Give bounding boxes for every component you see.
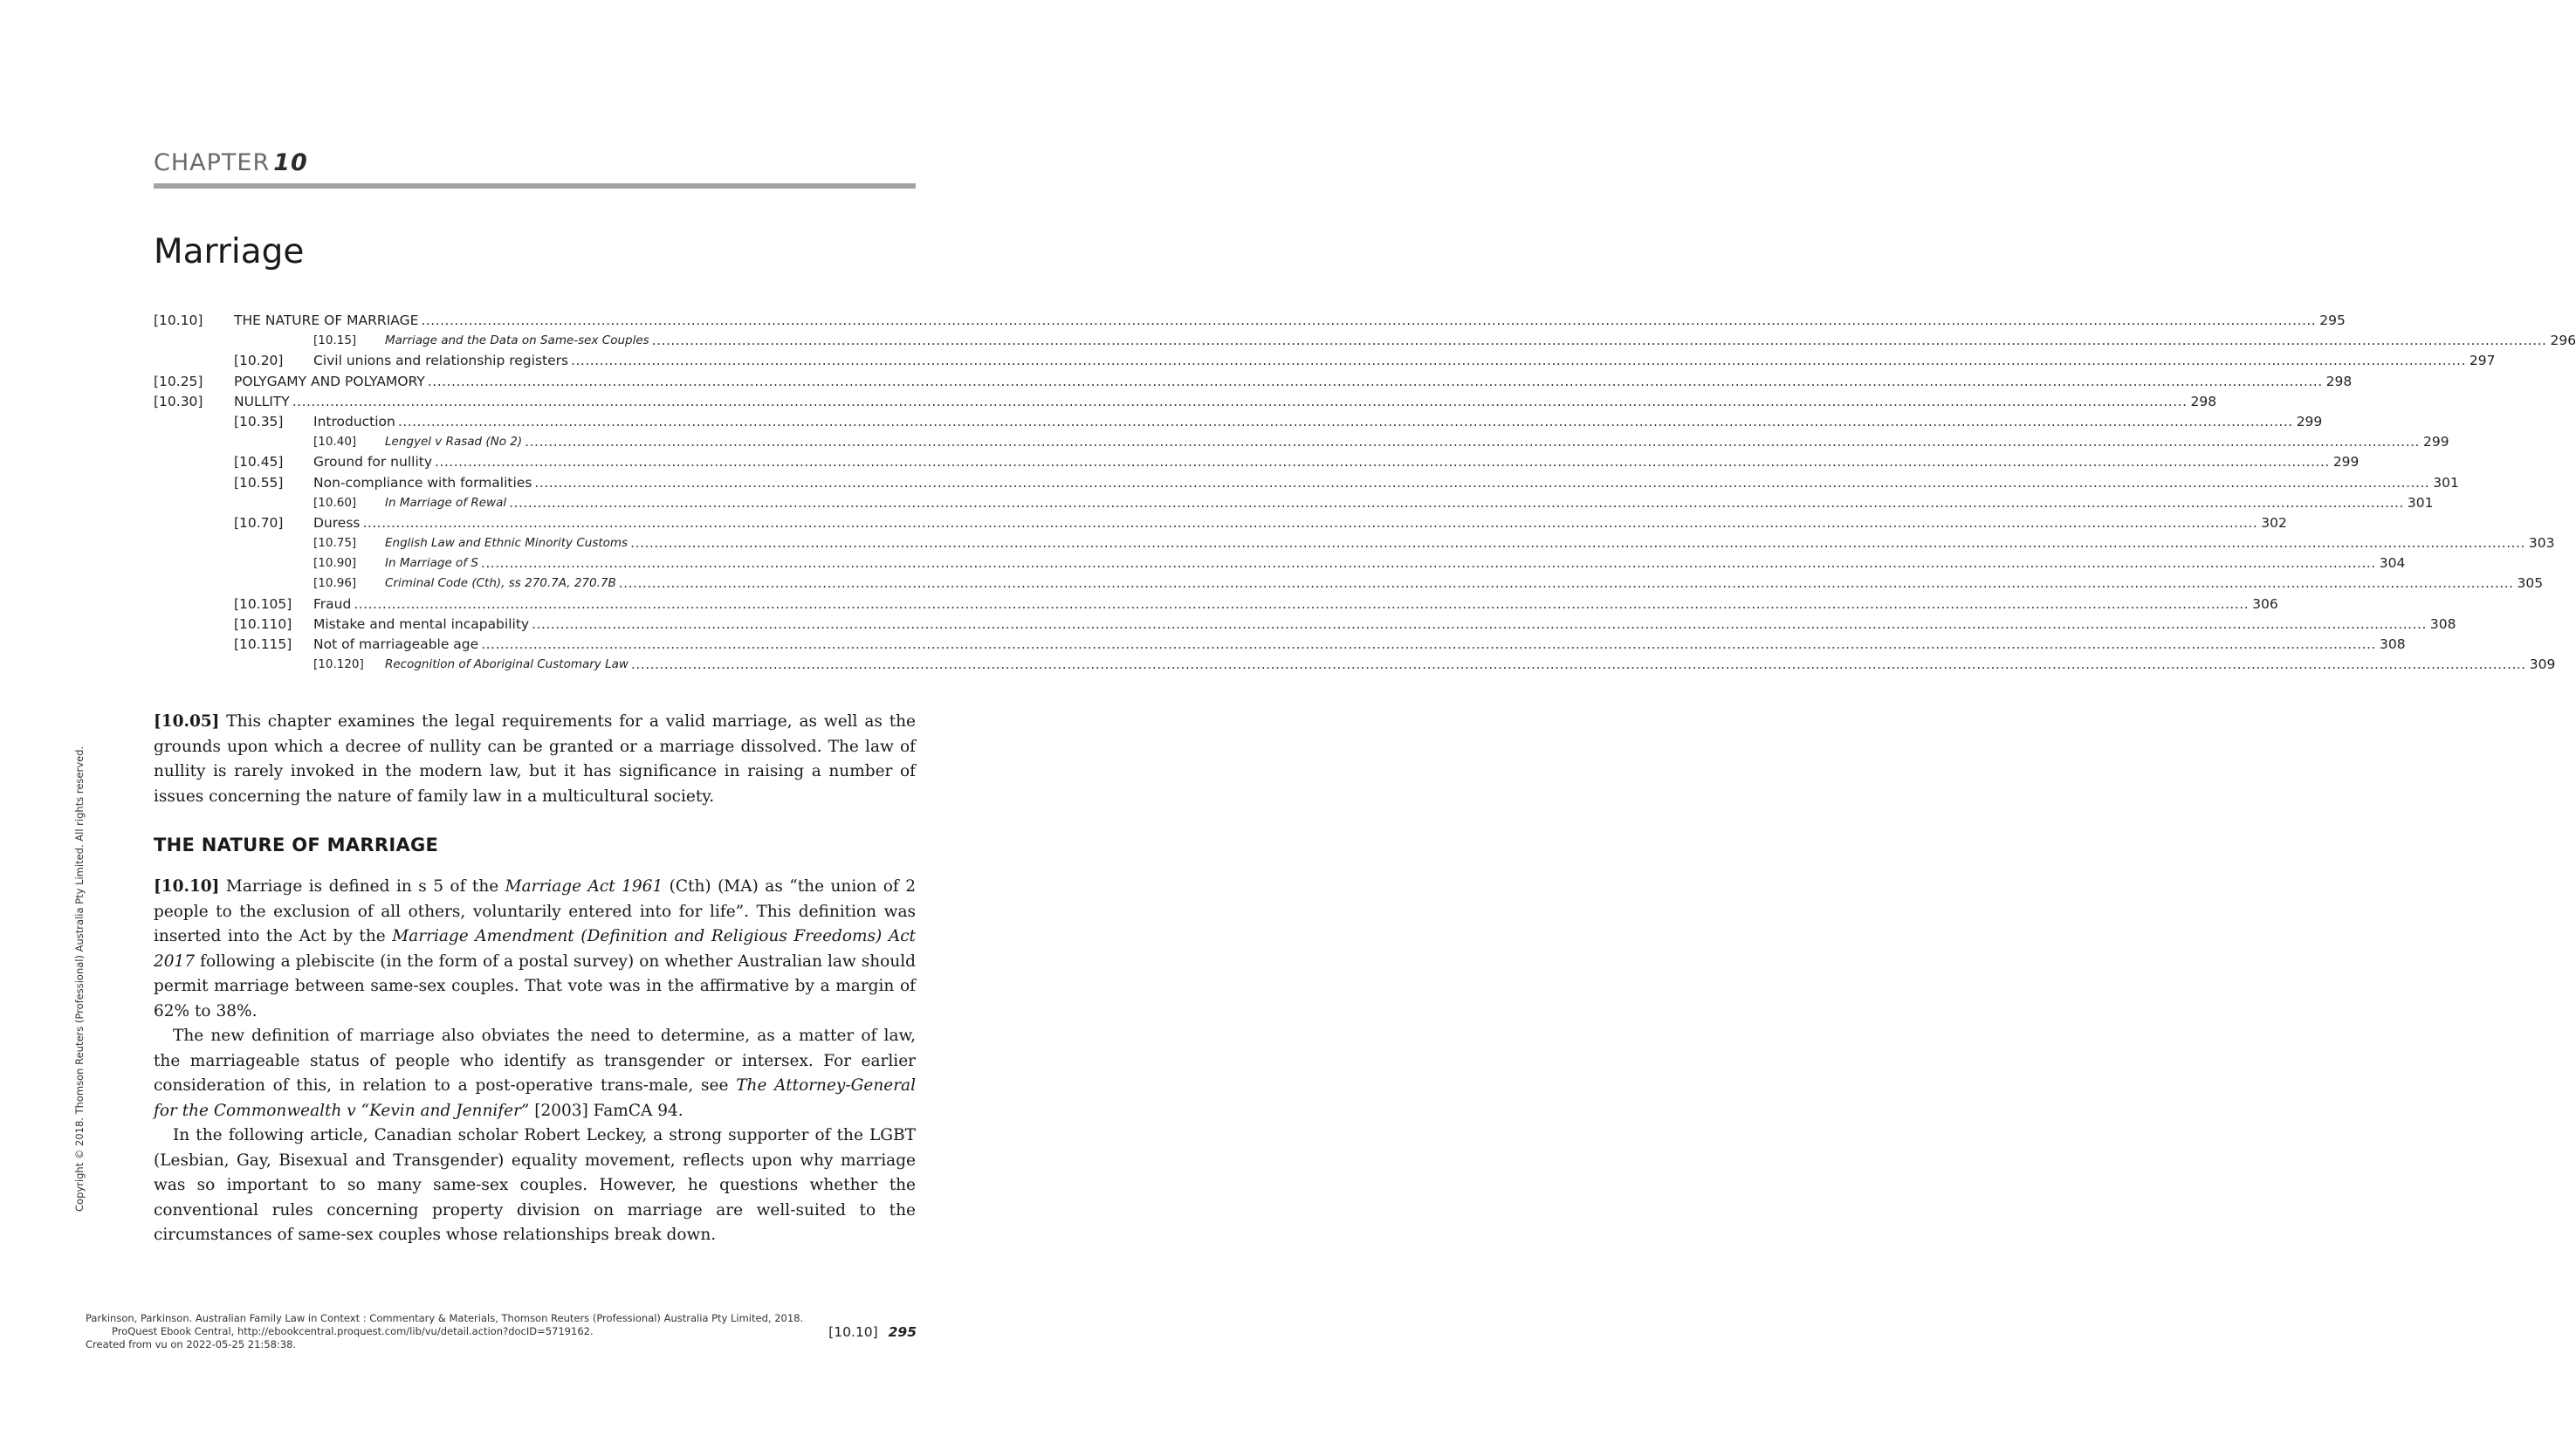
toc-leader: ................................................................................................................................................................................................................................................................................................................................................................................................................ bbox=[481, 636, 2376, 652]
toc-entry[interactable] bbox=[154, 615, 2456, 635]
toc-page-number: 296 bbox=[2546, 331, 2576, 351]
toc-leader: ................................................................................................................................................................................................................................................................................................................................................................................................................ bbox=[534, 474, 2430, 491]
toc-ref: [10.35] bbox=[234, 413, 284, 429]
toc-entry[interactable] bbox=[154, 392, 2217, 412]
toc-entry[interactable] bbox=[154, 311, 2346, 331]
footer-created: Created from vu on 2022-05-25 21:58:38. bbox=[86, 1338, 297, 1350]
toc-leader: ................................................................................................................................................................................................................................................................................................................................................................................................................ bbox=[651, 333, 2547, 349]
toc-page-number: 305 bbox=[2514, 574, 2544, 594]
toc-title: Mistake and mental incapability bbox=[313, 615, 532, 635]
paragraph-text: following a plebiscite (in the form of a postal survey) on whether Australian law should permit marriage between same-sex couples. That vote was in the affirmative by a margin of 62% to 38%. bbox=[154, 952, 916, 1020]
toc-page-number: 298 bbox=[2188, 392, 2217, 412]
toc-leader: ................................................................................................................................................................................................................................................................................................................................................................................................................ bbox=[480, 555, 2376, 572]
toc-page-number: 306 bbox=[2249, 594, 2278, 615]
chapter-title: Marriage bbox=[154, 232, 305, 271]
chapter-divider bbox=[154, 183, 916, 189]
toc-page-number: 301 bbox=[2404, 493, 2434, 513]
toc-ref: [10.55] bbox=[234, 474, 284, 491]
page-footer bbox=[86, 1312, 924, 1351]
toc-leader: ................................................................................................................................................................................................................................................................................................................................................................................................................ bbox=[630, 656, 2526, 673]
toc-title: English Law and Ethnic Minority Customs bbox=[385, 533, 630, 553]
toc-leader: ................................................................................................................................................................................................................................................................................................................................................................................................................ bbox=[630, 535, 2525, 552]
toc-ref: [10.30] bbox=[154, 393, 203, 409]
toc-title: Fraud bbox=[313, 594, 354, 615]
table-of-contents bbox=[154, 311, 2576, 675]
toc-title: THE NATURE OF MARRIAGE bbox=[234, 311, 421, 331]
toc-entry[interactable] bbox=[154, 331, 2576, 351]
toc-ref: [10.45] bbox=[234, 454, 284, 471]
toc-leader: ................................................................................................................................................................................................................................................................................................................................................................................................................ bbox=[427, 373, 2323, 389]
toc-title: Non-compliance with formalities bbox=[313, 473, 534, 493]
page-number: 295 bbox=[888, 1324, 917, 1340]
toc-leader: ................................................................................................................................................................................................................................................................................................................................................................................................................ bbox=[571, 353, 2466, 369]
toc-title: Introduction bbox=[313, 412, 398, 432]
toc-page-number: 304 bbox=[2376, 553, 2406, 574]
footer-paragraph-ref: [10.10] bbox=[828, 1324, 878, 1340]
toc-entry[interactable] bbox=[154, 473, 2459, 493]
toc-entry[interactable] bbox=[154, 533, 2555, 553]
toc-entry[interactable] bbox=[154, 493, 2434, 513]
toc-page-number: 308 bbox=[2376, 635, 2406, 655]
toc-page-number: 309 bbox=[2526, 655, 2556, 675]
section-body bbox=[154, 875, 916, 1248]
toc-entry[interactable] bbox=[154, 635, 2406, 655]
paragraph-ref: [10.05] bbox=[154, 712, 220, 731]
footer-source-link[interactable]: ProQuest Ebook Central, http://ebookcentral.proquest.com/lib/vu/detail.action?docID=5719162. bbox=[112, 1325, 594, 1337]
paragraph-text: This chapter examines the legal requirements for a valid marriage, as well as the grounds upon which a decree of nullity can be granted or a marriage dissolved. The law of nullity is rarely invoked in the modern law, but it has significance in raising a number of issues concerning the nature of family law in a multicultural society. bbox=[154, 712, 916, 806]
toc-leader: ................................................................................................................................................................................................................................................................................................................................................................................................................ bbox=[292, 393, 2188, 409]
toc-entry[interactable] bbox=[154, 574, 2544, 594]
statute-citation: Marriage Amendment (Definition and Religious Freedoms) Act 2017 bbox=[154, 927, 916, 971]
toc-entry[interactable] bbox=[154, 594, 2278, 615]
toc-page-number: 299 bbox=[2420, 432, 2449, 452]
toc-ref: [10.70] bbox=[234, 514, 284, 531]
paragraph-leckey: In the following article, Canadian scholar Robert Leckey, a strong supporter of the LGBT (Lesbian, Gay, Bisexual and Transgender) equality movement, reflects upon why marriage was so important to so many same-sex couples. However, he questions whether the conventional rules concerning property division on marriage are well-suited to the circumstances of same-sex couples whose relationships break down. bbox=[154, 1126, 916, 1244]
toc-leader: ................................................................................................................................................................................................................................................................................................................................................................................................................ bbox=[525, 434, 2420, 450]
toc-leader: ................................................................................................................................................................................................................................................................................................................................................................................................................ bbox=[532, 615, 2427, 632]
toc-ref: [10.75] bbox=[313, 536, 357, 551]
toc-title: Lengyel v Rasad (No 2) bbox=[385, 432, 525, 452]
intro-paragraph bbox=[154, 710, 916, 809]
toc-ref: [10.120] bbox=[313, 657, 364, 672]
toc-page-number: 301 bbox=[2429, 473, 2459, 493]
toc-page-number: 302 bbox=[2257, 513, 2287, 533]
paragraph-text: Marriage is defined in s 5 of the bbox=[219, 877, 505, 896]
case-citation: The Attorney-General for the Commonwealth v “Kevin and Jennifer” bbox=[154, 1076, 916, 1120]
toc-ref: [10.25] bbox=[154, 373, 203, 389]
toc-leader: ................................................................................................................................................................................................................................................................................................................................................................................................................ bbox=[354, 595, 2250, 612]
toc-leader: ................................................................................................................................................................................................................................................................................................................................................................................................................ bbox=[397, 413, 2293, 429]
paragraph-ref: [10.10] bbox=[154, 877, 220, 896]
paragraph-transgender bbox=[154, 1024, 916, 1123]
section-heading: THE NATURE OF MARRIAGE bbox=[154, 835, 439, 855]
toc-page-number: 299 bbox=[2293, 412, 2323, 432]
toc-page-number: 299 bbox=[2330, 452, 2360, 472]
footer-citation: Parkinson, Parkinson. Australian Family Law in Context : Commentary & Materials, Thomson Reuters (Professional) Australia Pty Limited, 2018. bbox=[86, 1312, 804, 1324]
toc-ref: [10.20] bbox=[234, 353, 284, 369]
toc-entry[interactable] bbox=[154, 412, 2323, 432]
copyright-notice: Copyright © 2018. Thomson Reuters (Professional) Australia Pty Limited. All rights reserved. bbox=[73, 745, 86, 1212]
toc-ref: [10.110] bbox=[234, 615, 292, 632]
toc-title: Duress bbox=[313, 513, 362, 533]
toc-ref: [10.40] bbox=[313, 435, 357, 450]
toc-entry[interactable] bbox=[154, 655, 2556, 675]
toc-ref: [10.105] bbox=[234, 595, 292, 612]
toc-ref: [10.90] bbox=[313, 556, 357, 571]
toc-ref: [10.115] bbox=[234, 636, 292, 652]
chapter-label bbox=[154, 149, 308, 176]
toc-title: Criminal Code (Cth), ss 270.7A, 270.7B bbox=[385, 574, 619, 594]
toc-entry[interactable] bbox=[154, 372, 2353, 392]
toc-page-number: 308 bbox=[2427, 615, 2456, 635]
toc-title: Ground for nullity bbox=[313, 452, 435, 472]
toc-ref: [10.10] bbox=[154, 313, 203, 328]
toc-leader: ................................................................................................................................................................................................................................................................................................................................................................................................................ bbox=[509, 494, 2404, 511]
toc-title: Not of marriageable age bbox=[313, 635, 481, 655]
toc-title: POLYGAMY AND POLYAMORY bbox=[234, 372, 428, 392]
toc-entry[interactable] bbox=[154, 351, 2496, 371]
toc-page-number: 297 bbox=[2466, 351, 2496, 371]
toc-page-number: 303 bbox=[2525, 533, 2555, 553]
toc-title: Recognition of Aboriginal Customary Law bbox=[385, 655, 631, 675]
toc-leader: ................................................................................................................................................................................................................................................................................................................................................................................................................ bbox=[435, 454, 2330, 471]
paragraph-10-10 bbox=[154, 875, 916, 1024]
toc-title: In Marriage of Rewal bbox=[385, 493, 509, 513]
statute-citation: Marriage Act 1961 bbox=[505, 877, 663, 896]
toc-ref: [10.60] bbox=[313, 495, 357, 510]
paragraph-text: [2003] FamCA 94. bbox=[529, 1101, 683, 1120]
toc-leader: ................................................................................................................................................................................................................................................................................................................................................................................................................ bbox=[618, 575, 2514, 592]
paragraph-text: The new definition of marriage also obviates the need to determine, as a matter of law, the marriageable status of people who identify as transgender or intersex. For earlier consideration of this, in relation to a post-operative trans-male, see bbox=[154, 1027, 916, 1095]
toc-page-number: 295 bbox=[2316, 311, 2346, 331]
toc-entry[interactable] bbox=[154, 513, 2287, 533]
toc-leader: ................................................................................................................................................................................................................................................................................................................................................................................................................ bbox=[421, 313, 2317, 328]
chapter-label-text: CHAPTER bbox=[154, 149, 271, 176]
chapter-number: 10 bbox=[273, 149, 308, 176]
toc-leader: ................................................................................................................................................................................................................................................................................................................................................................................................................ bbox=[362, 514, 2258, 531]
toc-ref: [10.15] bbox=[313, 333, 357, 348]
toc-title: Civil unions and relationship registers bbox=[313, 351, 571, 371]
toc-entry[interactable] bbox=[154, 452, 2360, 472]
toc-title: NULLITY bbox=[234, 392, 292, 412]
toc-page-number: 298 bbox=[2323, 372, 2353, 392]
toc-title: In Marriage of S bbox=[385, 553, 481, 574]
toc-entry[interactable] bbox=[154, 553, 2406, 574]
toc-ref: [10.96] bbox=[313, 576, 357, 591]
toc-title: Marriage and the Data on Same-sex Couples bbox=[385, 331, 652, 351]
paragraph-text: (Cth) (MA) as “the union of 2 people to the exclusion of all others, voluntarily entered into for life”. This definition was inserted into the Act by the bbox=[154, 877, 916, 945]
toc-entry[interactable] bbox=[154, 432, 2449, 452]
running-footer bbox=[828, 1324, 917, 1340]
